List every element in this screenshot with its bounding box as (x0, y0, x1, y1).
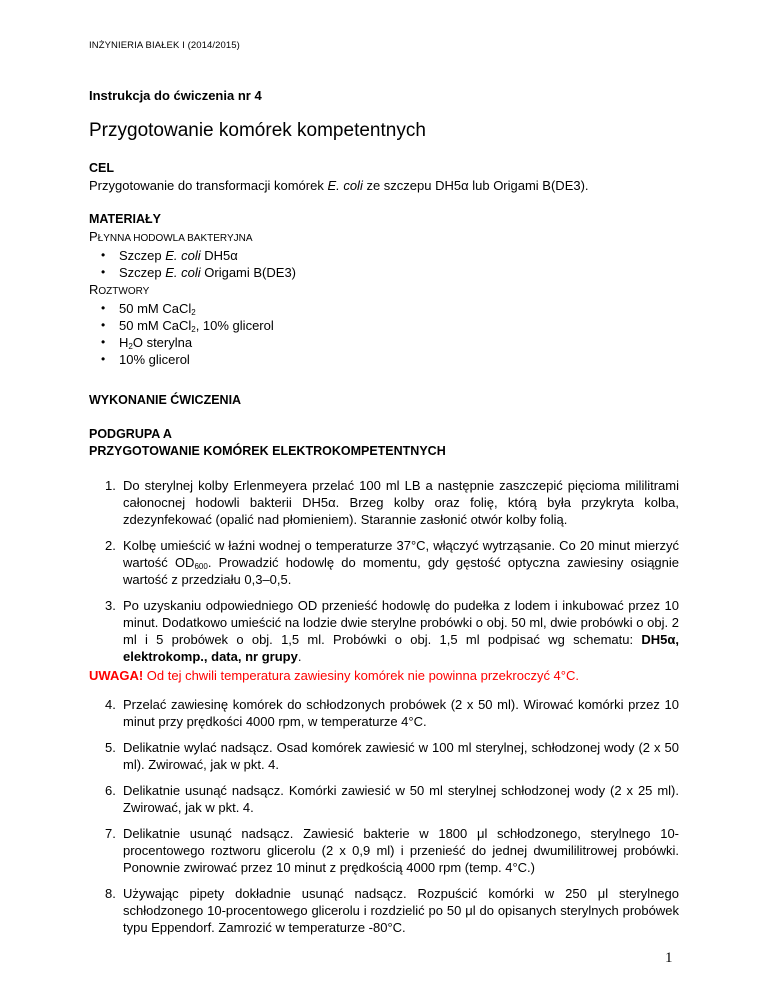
list-item: 6. Delikatnie usunąć nadsącz. Komórki zawiesić w 50 ml sterylnej schłodzonej wody (2 x 25 ml). Zwirować, jak w pkt. 4. (105, 783, 679, 815)
exercise-subtitle: Instrukcja do ćwiczenia nr 4 (89, 88, 262, 103)
procedure-steps (89, 597, 679, 665)
page-header: INŻYNIERIA BIAŁEK I (2014/2015) (89, 40, 240, 51)
procedure-steps (89, 782, 679, 816)
procedure-steps (89, 696, 679, 730)
culture-label: PŁYNNA HODOWLA BAKTERYJNA (89, 229, 253, 244)
list-item: 3. Po uzyskaniu odpowiedniego OD przenieść hodowlę do pudełka z lodem i inkubować przez 10 minut. Dodatkowo umieścić na lodzie dwie sterylne probówki o obj. 50 ml, dwie probówki o obj. 2 ml i 5 probówek o obj. 1,5 ml. Probówki o obj. 1,5 ml podpisać wg schematu: DH5α, elektrokomp., data, nr grupy. (105, 598, 679, 664)
list-item: 4. Przelać zawiesinę komórek do schłodzonych probówek (2 x 50 ml). Wirować komórki przez 10 minut przy prędkości 4000 rpm, w temperaturze 4°C. (105, 697, 679, 729)
list-item: • Szczep E. coli Origami B(DE3) (101, 264, 679, 281)
list-item: • 50 mM CaCl$_2$, 10% glicerol (101, 317, 679, 334)
procedure-steps (89, 739, 679, 773)
page-title: Przygotowanie komórek kompetentnych (89, 120, 426, 141)
page-number: 1 (665, 950, 673, 966)
warning-note: UWAGA! Od tej chwili temperatura zawiesiny komórek nie powinna przekroczyć 4°C. (89, 668, 579, 683)
procedure-steps (89, 885, 679, 936)
list-item: 8. Używając pipety dokładnie usunąć nadsącz. Rozpuścić komórki w 250 μl sterylnego schłodzonego 10-procentowego glicerolu i rozdzielić po 50 μl do opisanych sterylnych probówek typu Eppendorf. Zamrozić w temperaturze -80°C. (105, 886, 679, 935)
section-heading-wykonanie: WYKONANIE ĆWICZENIA (89, 393, 242, 407)
procedure-steps (89, 477, 679, 528)
cel-text: Przygotowanie do transformacji komórek E. coli ze szczepu DH5α lub Origami B(DE3). (89, 178, 589, 193)
list-item: • 10% glicerol (101, 351, 679, 368)
list-item: 7. Delikatnie usunąć nadsącz. Zawiesić bakterie w 1800 μl schłodzonego, sterylnego 10-procentowego roztworu glicerolu (2 x 0,9 ml) i przenieść do jednej dwumililitrowej probówki. Ponownie zwirować przez 10 minut z prędkością 4000 rpm (temp. 4°C.) (105, 826, 679, 875)
solutions-label: ROZTWORY (89, 282, 150, 297)
strain-list (89, 247, 679, 281)
subgroup-heading: PODGRUPA A (89, 427, 172, 441)
list-item: 5. Delikatnie wylać nadsącz. Osad komórek zawiesić w 100 ml sterylnej, schłodzonej wody (2 x 50 ml). Zwirować, jak w pkt. 4. (105, 740, 679, 772)
document-body (89, 160, 679, 936)
list-item: • 50 mM CaCl$_2$ (101, 300, 679, 317)
solutions-list (89, 300, 679, 368)
procedure-heading: PRZYGOTOWANIE KOMÓREK ELEKTROKOMPETENTNYCH (89, 444, 446, 458)
section-heading-materialy: MATERIAŁY (89, 212, 161, 226)
list-item: 2. Kolbę umieścić w łaźni wodnej o temperaturze 37°C, włączyć wytrząsanie. Co 20 minut mierzyć wartość $OD_{600}$. Prowadzić hodowlę do momentu, gdy gęstość optyczna zawiesiny osiągnie wartość z przedziału 0,3–0,5. (105, 538, 679, 587)
list-item: 1. Do sterylnej kolby Erlenmeyera przelać 100 ml LB a następnie zaszczepić pięcioma mililitrami całonocnej hodowli bakterii DH5α. Brzeg kolby oraz folię, którą była przykryta kolba, zdezynfekować (opalić nad płomieniem). Starannie zasłonić otwór kolby folią. (105, 478, 679, 527)
procedure-steps (89, 537, 679, 588)
procedure-steps (89, 825, 679, 876)
list-item: • $H_2O$ sterylna (101, 334, 679, 351)
list-item: • Szczep E. coli DH5α (101, 247, 679, 264)
section-heading-cel: CEL (89, 161, 114, 175)
